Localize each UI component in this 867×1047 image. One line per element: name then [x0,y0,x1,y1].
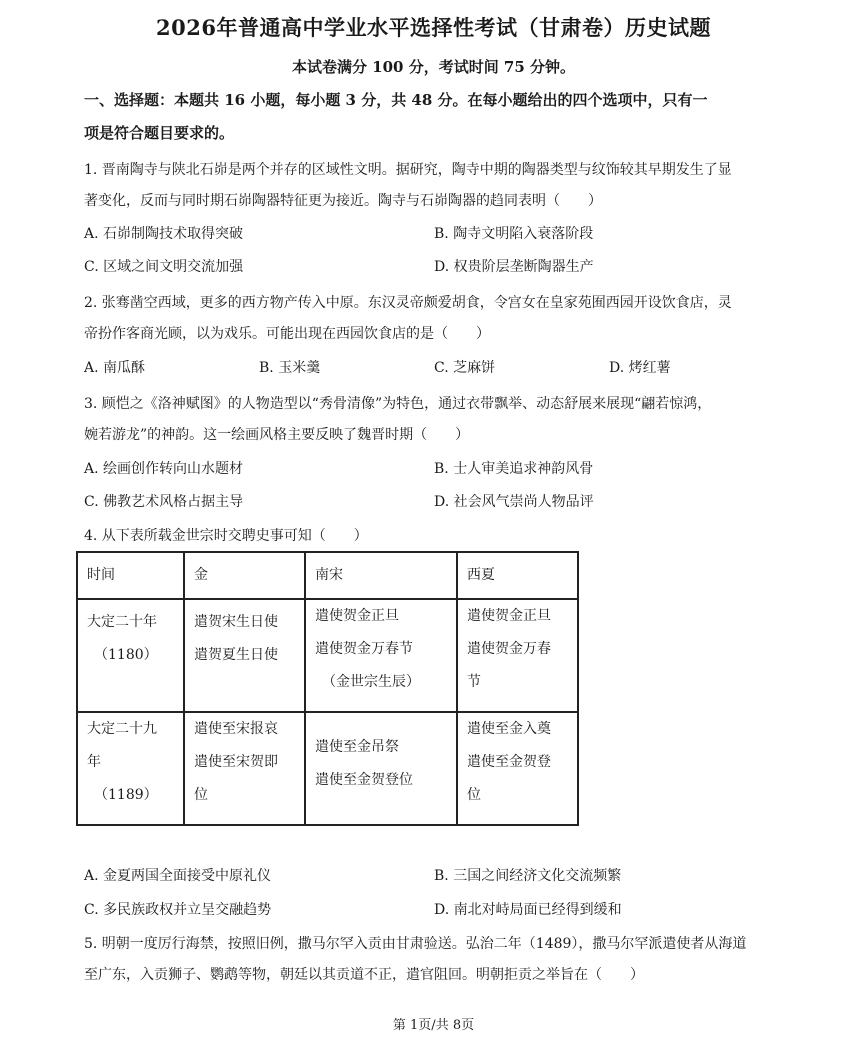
question-3-stem [84,389,784,451]
cell-line: 位 [194,787,208,803]
q1-option-c: C. 区域之间文明交流加强 [84,259,244,275]
q4-option-b: B. 三国之间经济文化交流频繁 [434,868,622,884]
table-header-row [77,552,578,599]
question-line: 2. 张骞凿空西域，更多的西方物产传入中原。东汉灵帝颇爱胡食，令宫女在皇家苑囿西园开设饮食店，灵 [84,295,732,311]
cell-line: 遣使至金吊祭 [315,739,399,755]
q1-option-d: D. 权贵阶层垄断陶器生产 [434,259,594,275]
question-line: 4. 从下表所载金世宗时交聘史事可知（ ） [84,528,368,544]
section-heading-line: 一、选择题：本题共 16 小题，每小题 3 分，共 48 分。在每小题给出的四个选项中，只有一 [84,91,708,109]
table-header-cell: 金 [184,552,305,599]
cell-line: 遣使至宋贺即 [194,754,278,770]
q1-option-a: A. 石峁制陶技术取得突破 [84,226,244,242]
table-header-cell: 西夏 [457,552,578,599]
table-cell [77,599,184,712]
q2-option-a: A. 南瓜酥 [84,360,146,376]
q1-option-b: B. 陶寺文明陷入衰落阶段 [434,226,594,242]
cell-line: 遣使贺金万春节 [315,641,413,657]
table-cell [305,599,457,712]
page-title: 2026年普通高中学业水平选择性考试（甘肃卷）历史试题 [156,15,711,40]
q3-option-c: C. 佛教艺术风格占据主导 [84,494,244,510]
question-5-stem [84,929,784,991]
q2-option-d: D. 烤红薯 [609,360,671,376]
q2-option-b: B. 玉米羹 [259,360,321,376]
table-cell [184,599,305,712]
table-cell [184,712,305,825]
cell-line: 遣使贺金万春 [467,641,551,657]
q4-option-c: C. 多民族政权并立呈交融趋势 [84,902,272,918]
cell-line: 大定二十九 [87,721,157,737]
page-number: 第 1页/共 8页 [392,1018,475,1033]
question-line: 至广东，入贡狮子、鹦鹉等物，朝廷以其贡道不正，遣官阻回。明朝拒贡之举旨在（ ） [84,967,644,983]
q3-option-a: A. 绘画创作转向山水题材 [84,461,244,477]
cell-line: 遣使至金入奠 [467,721,551,737]
question-1-stem [84,155,784,217]
cell-line: （金世宗生辰） [322,674,420,690]
table-row [77,712,578,825]
table-cell [77,712,184,825]
cell-line: 大定二十年 [87,614,157,630]
q4-option-a: A. 金夏两国全面接受中原礼仪 [84,868,272,884]
section-heading-line: 项是符合题目要求的。 [84,124,235,142]
cell-line: 遣使至金贺登位 [315,772,413,788]
table-header-cell: 南宋 [305,552,457,599]
cell-line: 年 [87,754,101,770]
q3-option-d: D. 社会风气崇尚人物品评 [434,494,594,510]
q4-option-d: D. 南北对峙局面已经得到缓和 [434,902,622,918]
exam-instructions: 本试卷满分 100 分，考试时间 75 分钟。 [291,58,576,76]
cell-line: 遣使贺金正旦 [467,608,551,624]
question-line: 帝扮作客商光顾，以为戏乐。可能出现在西园饮食店的是（ ） [84,326,490,342]
cell-line: 遣使至金贺登 [467,754,551,770]
q3-option-b: B. 士人审美追求神韵风骨 [434,461,594,477]
table-cell [305,712,457,825]
cell-line: （1180） [94,647,158,663]
cell-line: 遣贺夏生日使 [194,647,278,663]
question-line: 婉若游龙”的神韵。这一绘画风格主要反映了魏晋时期（ ） [84,427,470,443]
diplomacy-table [76,551,579,826]
question-line: 著变化，反而与同时期石峁陶器特征更为接近。陶寺与石峁陶器的趋同表明（ ） [84,193,602,209]
table-row [77,599,578,712]
cell-line: 遣贺宋生日使 [194,614,278,630]
question-line: 1. 晋南陶寺与陕北石峁是两个并存的区域性文明。据研究，陶寺中期的陶器类型与纹饰较其早期发生了显 [84,162,732,178]
cell-line: 位 [467,787,481,803]
question-2-stem [84,288,784,350]
table-cell [457,712,578,825]
cell-line: 遣使至宋报哀 [194,721,278,737]
question-line: 5. 明朝一度厉行海禁，按照旧例，撒马尔罕入贡由甘肃验送。弘治二年（1489），撒马尔罕派遣使者从海道 [84,936,747,952]
section-heading [84,84,784,150]
question-line: 3. 顾恺之《洛神赋图》的人物造型以“秀骨清像”为特色，通过衣带飘举、动态舒展来展现“翩若惊鸿， [84,396,712,412]
cell-line: 节 [467,674,481,690]
question-4-stem [84,521,784,552]
cell-line: （1189） [94,787,158,803]
q2-option-c: C. 芝麻饼 [434,360,496,376]
table-header-cell: 时间 [77,552,184,599]
table-cell [457,599,578,712]
cell-line: 遣使贺金正旦 [315,608,399,624]
